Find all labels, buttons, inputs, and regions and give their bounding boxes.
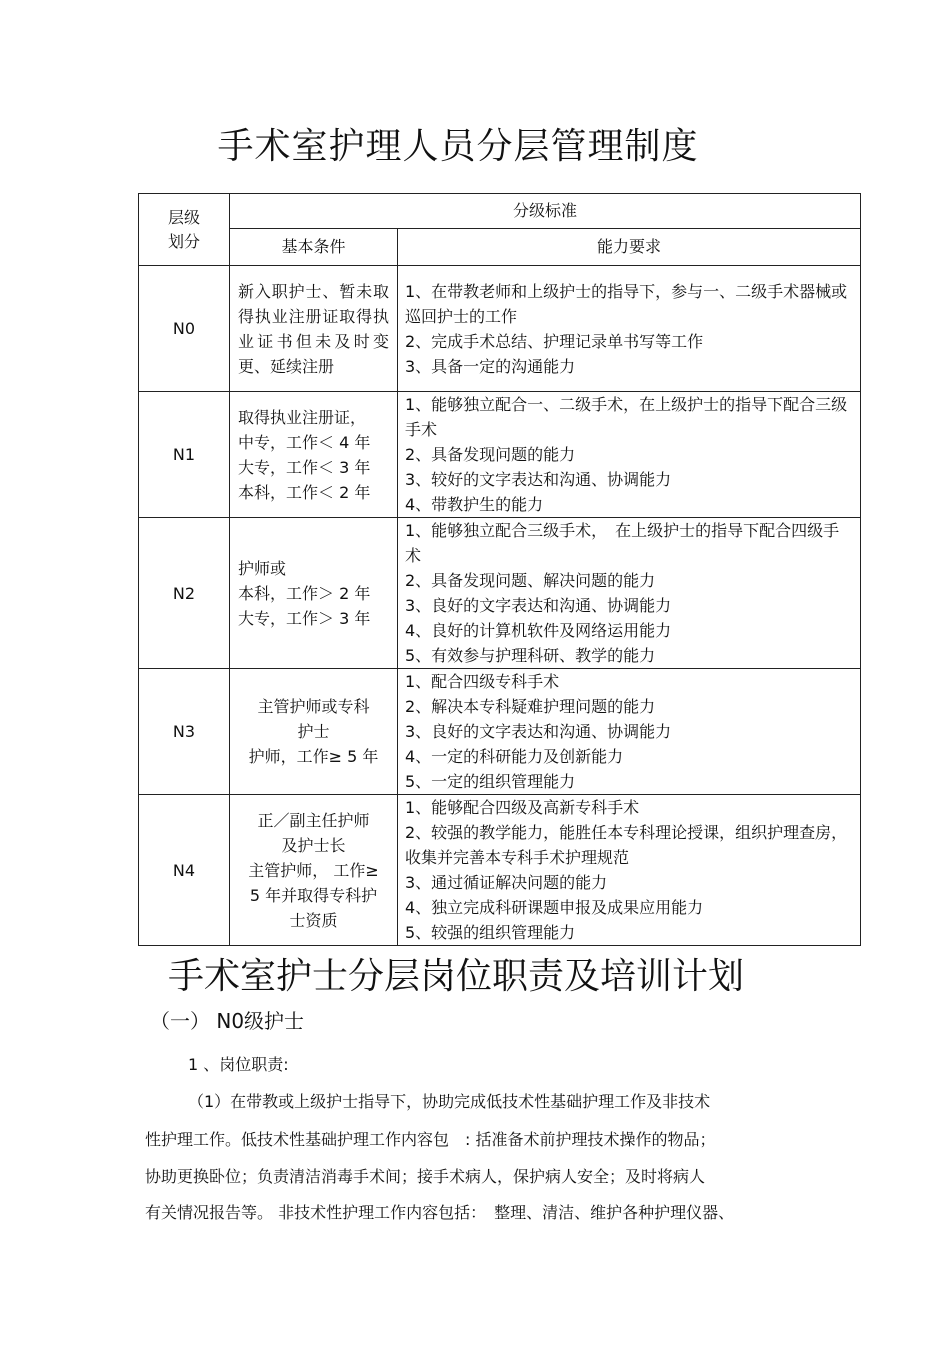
section-title: 手术室护士分层岗位职责及培训计划 — [168, 956, 745, 997]
table-row — [139, 392, 861, 518]
ability-item: 3、良好的文字表达和沟通、协调能力 — [405, 722, 672, 741]
table-row — [139, 518, 861, 669]
header-basic: 基本条件 — [230, 229, 398, 266]
header-level — [139, 194, 230, 266]
document-title: 手术室护理人员分层管理制度 — [217, 126, 699, 167]
ability-item: 2、具备发现问题的能力 — [405, 445, 576, 464]
ability-item: 1、配合四级专科手术 — [405, 672, 560, 691]
basic-cell — [230, 518, 398, 669]
level-cell: N3 — [139, 669, 230, 795]
basic-text: 取得执业注册证， 中专，工作＜ 4 年 大专，工作＜ 3 年 本科，工作＜ 2 年 — [238, 407, 371, 502]
basic-text: 正／副主任护师 及护士长 主管护师， 工作≥ 5 年并取得专科护 士资质 — [248, 810, 379, 930]
ability-item: 5、较强的组织管理能力 — [405, 923, 576, 942]
ability-cell — [398, 392, 861, 518]
table-row — [139, 669, 861, 795]
ability-item: 4、带教护生的能力 — [405, 495, 544, 514]
ability-item: 3、通过循证解决问题的能力 — [405, 873, 608, 892]
ability-item: 2、较强的教学能力，能胜任本专科理论授课，组织护理查房，收集并完善本专科手术护理规范 — [405, 823, 848, 867]
ability-item: 1、能够独立配合一、二级手术，在上级护士的指导下配合三级手术 — [405, 395, 848, 439]
ability-item: 4、一定的科研能力及创新能力 — [405, 747, 624, 766]
ability-item: 5、有效参与护理科研、教学的能力 — [405, 646, 656, 665]
header-standard: 分级标准 — [230, 194, 861, 229]
paragraph-line: （1）在带教或上级护士指导下，协助完成低技术性基础护理工作及非技术 — [188, 1092, 711, 1111]
ability-item: 2、具备发现问题、解决问题的能力 — [405, 571, 656, 590]
ability-item: 4、独立完成科研课题申报及成果应用能力 — [405, 898, 704, 917]
level-cell: N4 — [139, 795, 230, 946]
basic-cell — [230, 392, 398, 518]
ability-item: 3、较好的文字表达和沟通、协调能力 — [405, 470, 672, 489]
basic-text: 主管护师或专科 护士 护师，工作≥ 5 年 — [248, 697, 379, 766]
basic-cell — [230, 795, 398, 946]
ability-item: 4、良好的计算机软件及网络运用能力 — [405, 621, 672, 640]
ability-item: 1、能够配合四级及高新专科手术 — [405, 798, 640, 817]
ability-cell — [398, 795, 861, 946]
basic-text: 护师或 本科，工作＞ 2 年 大专，工作＞ 3 年 — [238, 558, 371, 628]
ability-item: 1、能够独立配合三级手术， 在上级护士的指导下配合四级手术 — [405, 521, 840, 565]
table-row — [139, 266, 861, 392]
ability-item: 2、完成手术总结、护理记录单书写等工作 — [405, 331, 704, 351]
ability-cell — [398, 518, 861, 669]
header-ability: 能力要求 — [398, 229, 861, 266]
ability-item: 5、一定的组织管理能力 — [405, 772, 576, 791]
ability-cell — [398, 669, 861, 795]
subsection-heading: 1 、岗位职责: — [188, 1055, 289, 1074]
basic-cell — [230, 669, 398, 795]
table-row — [139, 795, 861, 946]
ability-item: 1、在带教老师和上级护士的指导下，参与一、二级手术器械或巡回护士的工作 — [405, 281, 848, 326]
ability-cell — [398, 266, 861, 392]
paragraph-line: 性护理工作。低技术性基础护理工作内容包 : 括准备术前护理技术操作的物品； — [145, 1130, 716, 1149]
ability-item: 3、良好的文字表达和沟通、协调能力 — [405, 596, 672, 615]
paragraph-line: 有关情况报告等。 非技术性护理工作内容包括： 整理、清洁、维护各种护理仪器、 — [145, 1203, 735, 1222]
ability-item: 2、解决本专科疑难护理问题的能力 — [405, 697, 656, 716]
level-cell: N2 — [139, 518, 230, 669]
paragraph-line: 协助更换卧位；负责清洁消毒手术间；接手术病人，保护病人安全；及时将病人 — [145, 1167, 706, 1186]
section-heading: （一） N0级护士 — [150, 1009, 305, 1033]
level-cell: N1 — [139, 392, 230, 518]
ability-item: 3、具备一定的沟通能力 — [405, 356, 576, 376]
basic-cell: 新入职护士、暂未取得执业注册证取得执业证书但未及时变更、延续注册 — [230, 266, 398, 392]
level-cell: N0 — [139, 266, 230, 392]
grading-table — [138, 193, 861, 946]
header-level-text: 层级 划分 — [167, 207, 200, 251]
